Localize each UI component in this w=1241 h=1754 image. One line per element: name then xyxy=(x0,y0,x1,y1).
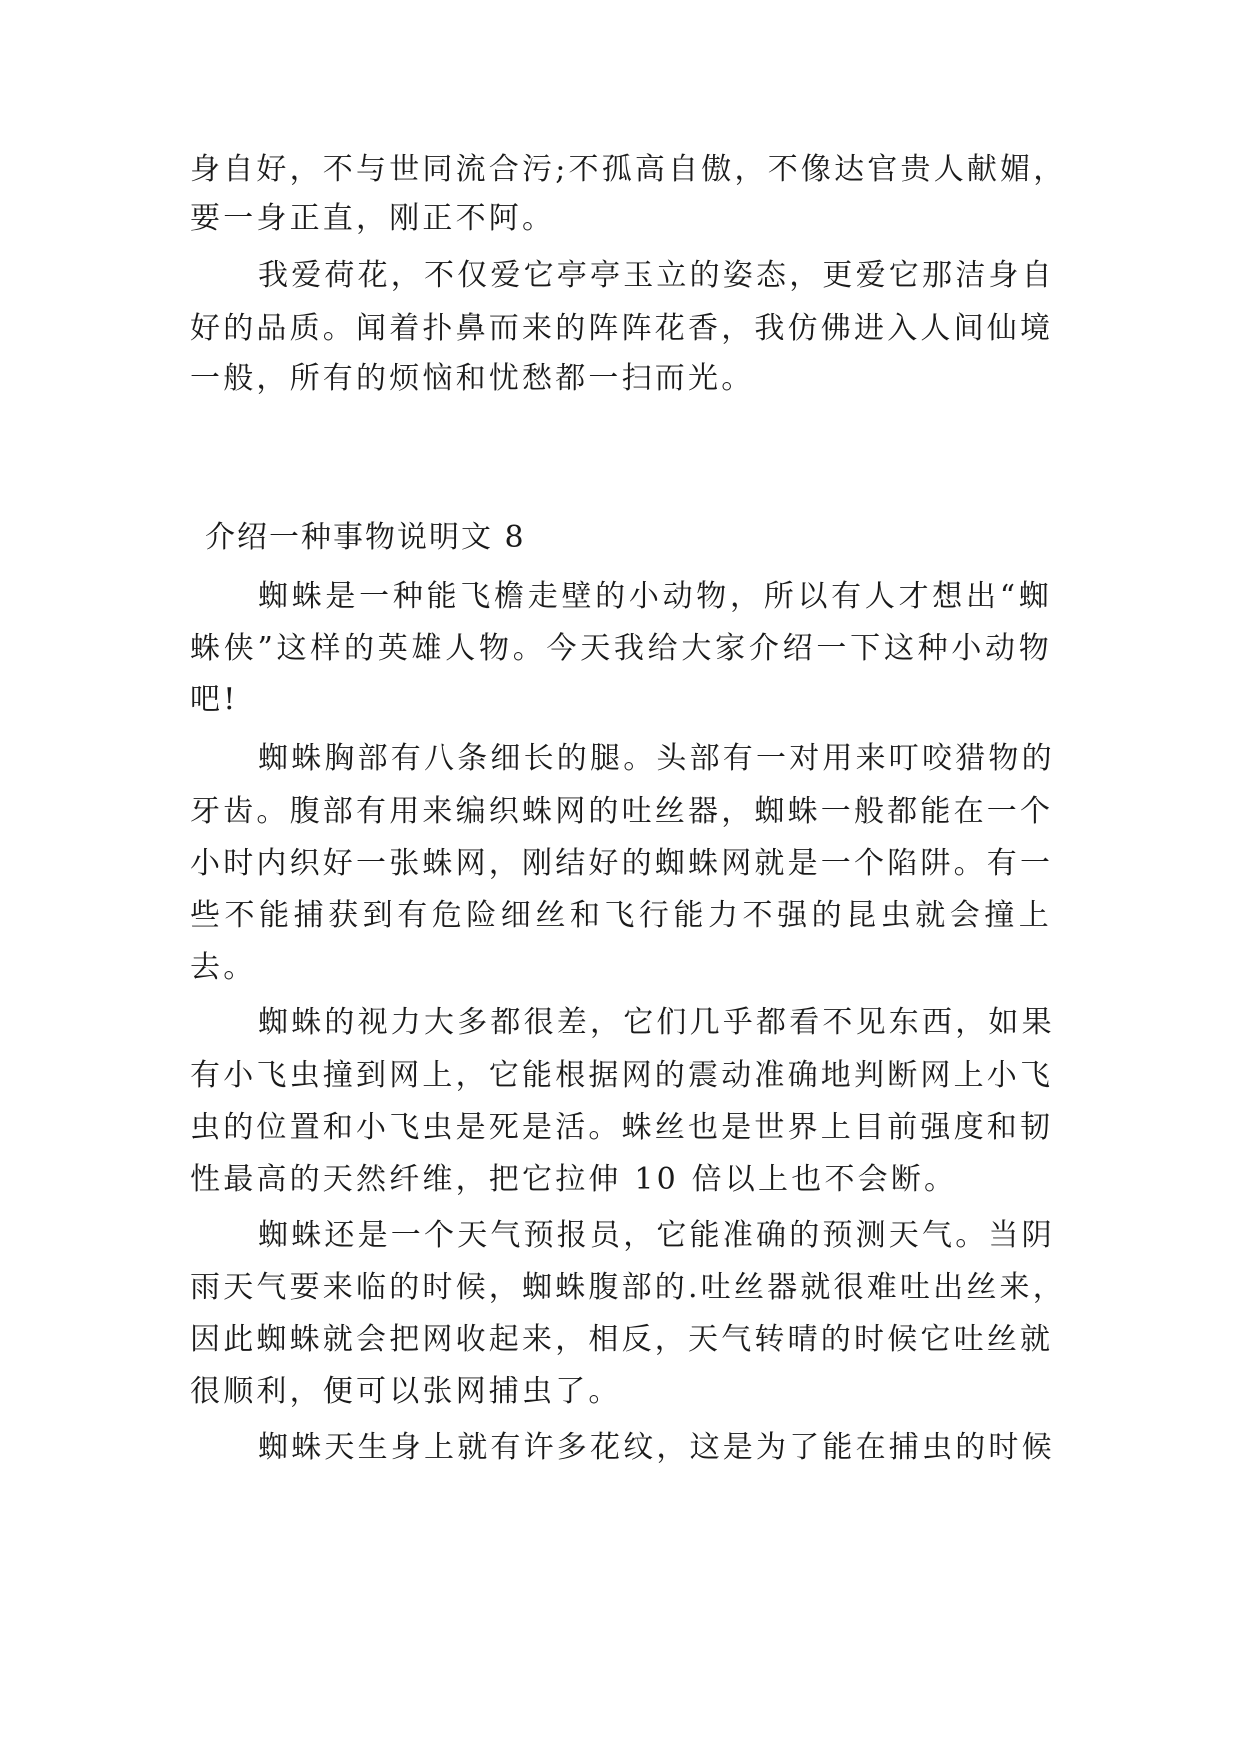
paragraph-line: 去。 xyxy=(190,950,257,985)
paragraph-line: 吧! xyxy=(190,682,239,717)
paragraph-line: 虫的位置和小飞虫是死是活。蛛丝也是世界上目前强度和韧 xyxy=(190,1110,1054,1145)
paragraph-line: 蜘蛛是一种能飞檐走壁的小动物，所以有人才想出“蜘 xyxy=(258,579,1052,614)
paragraph-line: 因此蜘蛛就会把网收起来，相反，天气转晴的时候它吐丝就 xyxy=(190,1322,1054,1357)
paragraph-line: 蜘蛛胸部有八条细长的腿。头部有一对用来叮咬猎物的 xyxy=(258,741,1055,776)
paragraph-line: 要一身正直，刚正不阿。 xyxy=(190,201,556,236)
paragraph-line: 很顺利，便可以张网捕虫了。 xyxy=(190,1374,622,1409)
paragraph-line: 蛛侠”这样的英雄人物。今天我给大家介绍一下这种小动物 xyxy=(190,631,1052,666)
paragraph-line: 蜘蛛天生身上就有许多花纹，这是为了能在捕虫的时候 xyxy=(258,1430,1055,1465)
paragraph-line: 有小飞虫撞到网上，它能根据网的震动准确地判断网上小飞 xyxy=(190,1058,1054,1093)
paragraph-line: 蜘蛛的视力大多都很差，它们几乎都看不见东西，如果 xyxy=(258,1005,1055,1040)
section-heading: 介绍一种事物说明文 8 xyxy=(205,520,526,555)
paragraph-line: 性最高的天然纤维，把它拉伸 10 倍以上也不会断。 xyxy=(190,1162,958,1197)
paragraph-line: 我爱荷花，不仅爱它亭亭玉立的姿态，更爱它那洁身自 xyxy=(258,258,1055,293)
paragraph-line: 蜘蛛还是一个天气预报员，它能准确的预测天气。当阴 xyxy=(258,1218,1055,1253)
paragraph-line: 雨天气要来临的时候，蜘蛛腹部的.吐丝器就很难吐出丝来， xyxy=(190,1270,1066,1305)
paragraph-line: 一般，所有的烦恼和忧愁都一扫而光。 xyxy=(190,361,755,396)
paragraph-line: 身自好，不与世同流合污;不孤高自傲，不像达官贵人献媚， xyxy=(190,152,1067,187)
paragraph-line: 好的品质。闻着扑鼻而来的阵阵花香，我仿佛进入人间仙境 xyxy=(190,311,1054,346)
paragraph-line: 牙齿。腹部有用来编织蛛网的吐丝器，蜘蛛一般都能在一个 xyxy=(190,794,1054,829)
paragraph-line: 些不能捕获到有危险细丝和飞行能力不强的昆虫就会撞上 xyxy=(190,898,1052,933)
paragraph-line: 小时内织好一张蛛网，刚结好的蜘蛛网就是一个陷阱。有一 xyxy=(190,846,1054,881)
